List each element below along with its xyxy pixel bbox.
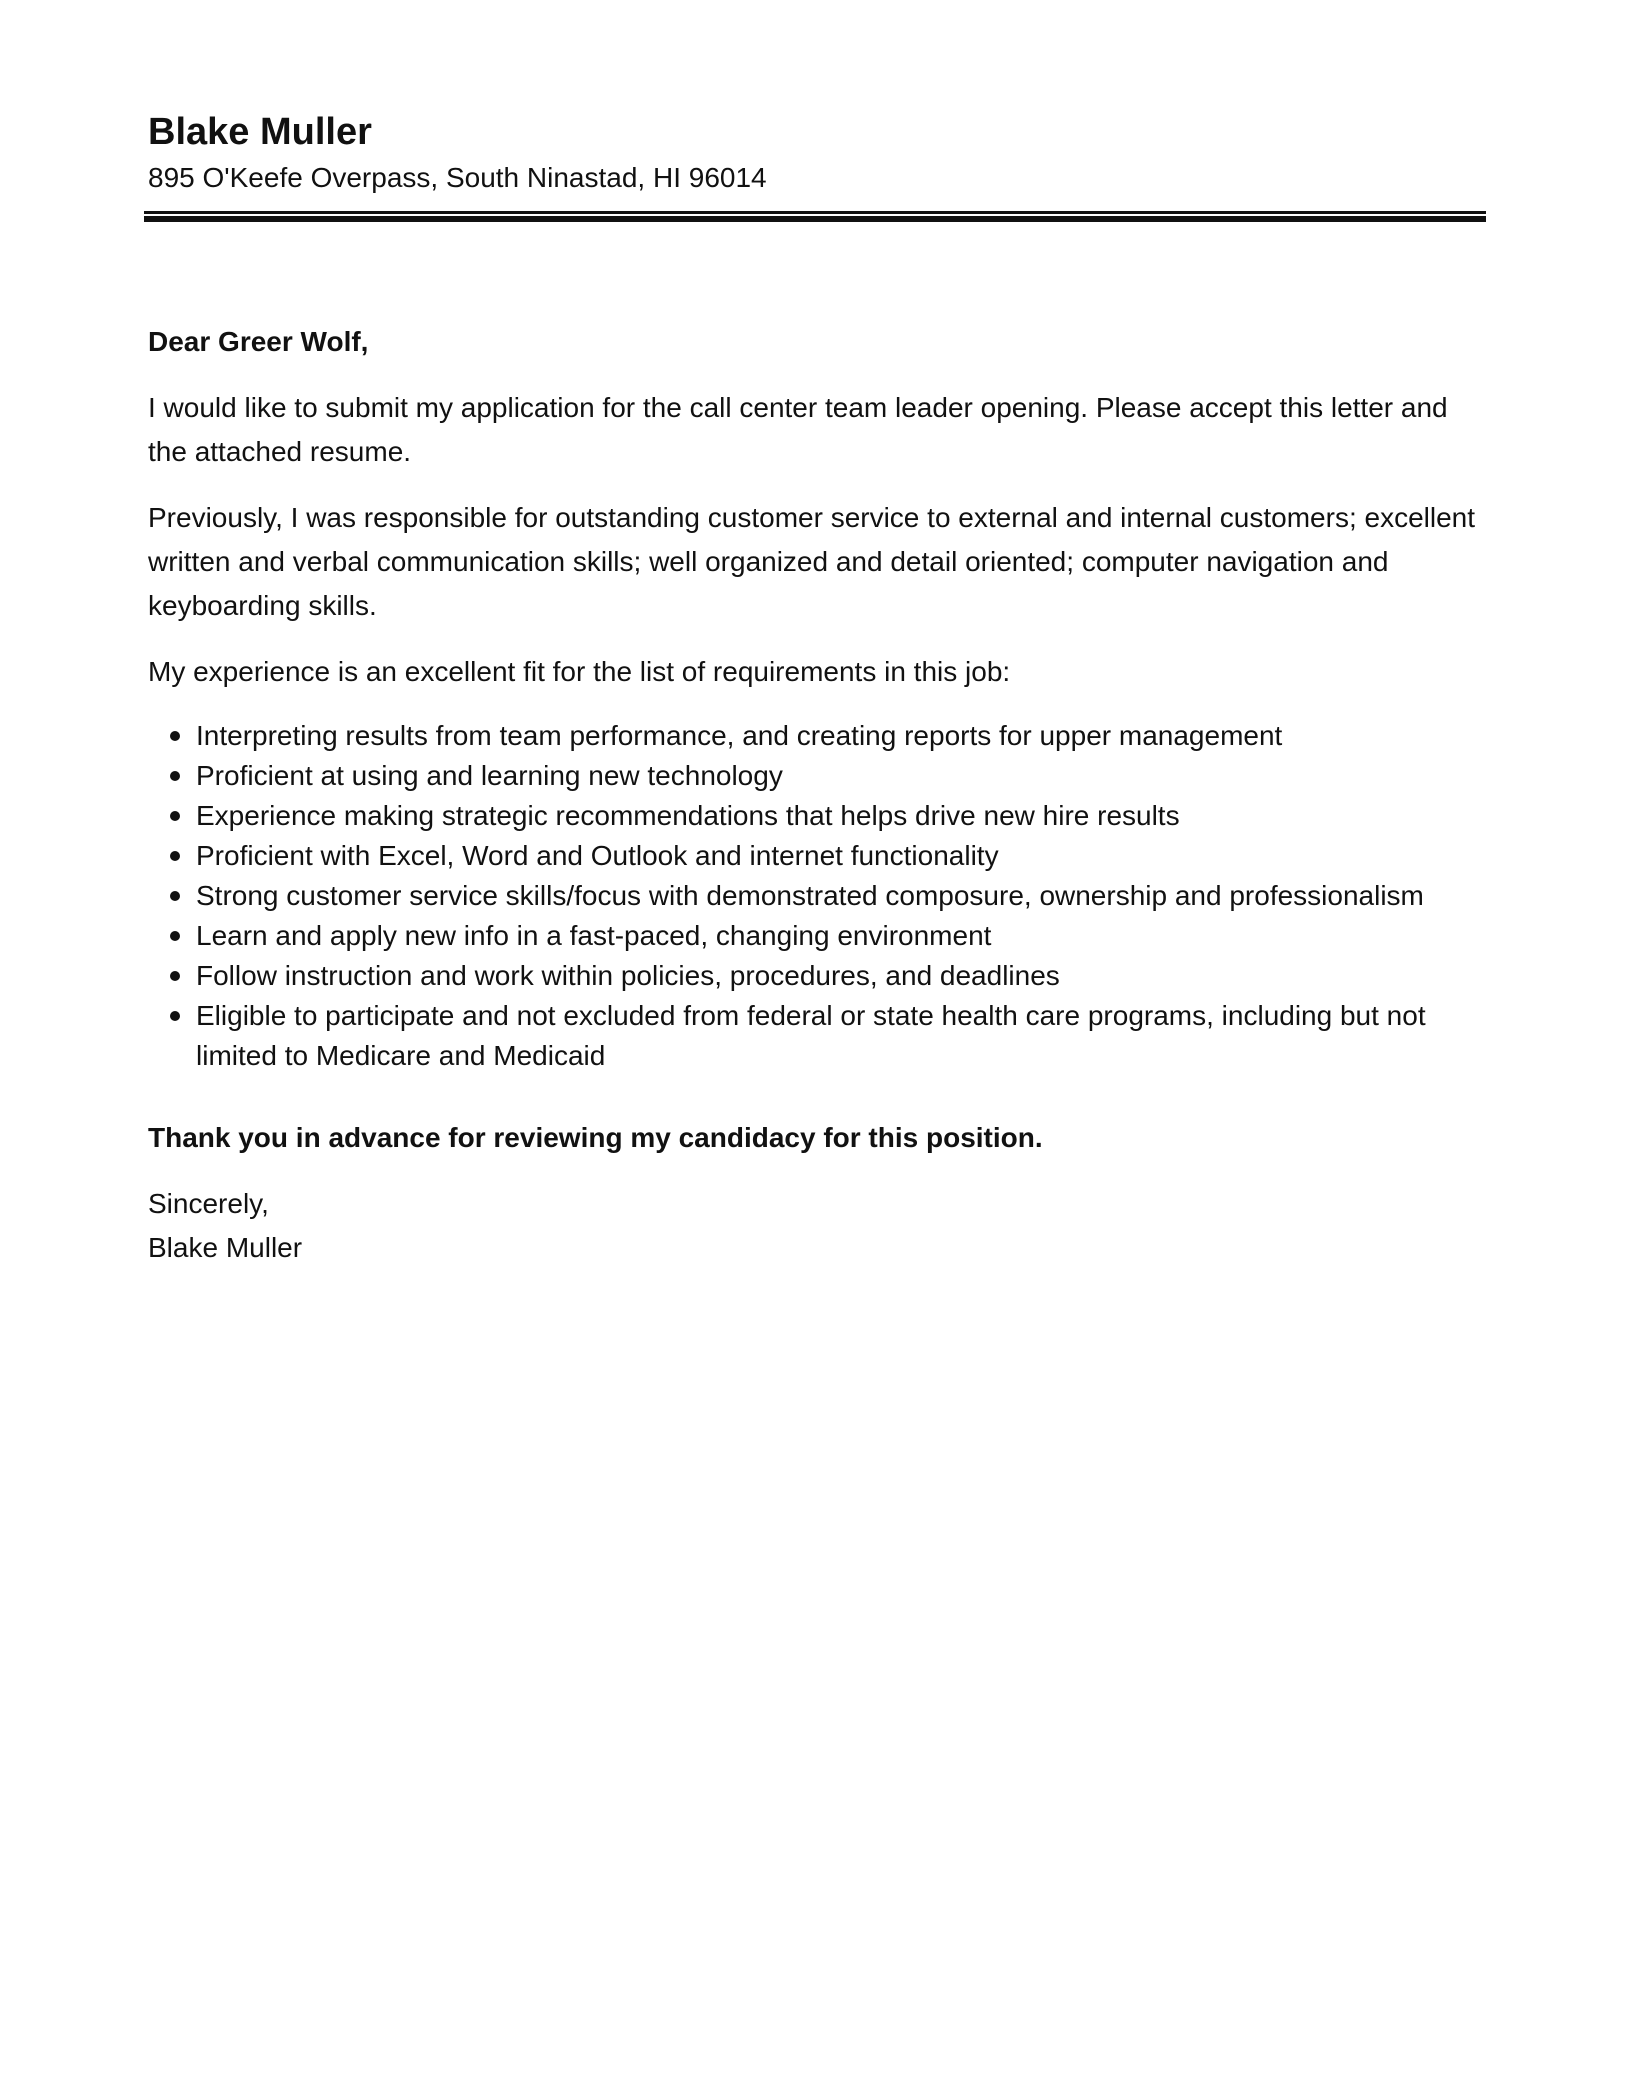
salutation: Dear Greer Wolf, [148,326,369,357]
list-item [148,836,1488,876]
list-item [148,876,1488,916]
list-item-text: Proficient at using and learning new technology [196,760,783,791]
list-item [148,796,1488,836]
bullet-icon [170,931,180,941]
bullet-icon [170,851,180,861]
list-item-text: Strong customer service skills/focus with demonstrated composure, ownership and professionalism [196,880,1424,911]
list-item-text: Learn and apply new info in a fast-paced, changing environment [196,920,992,951]
divider-thin-line [144,211,1486,214]
requirements-list [148,716,1488,1076]
list-item-text: Interpreting results from team performance, and creating reports for upper management [196,720,1283,751]
list-item [148,956,1488,996]
bullet-icon [170,1011,180,1021]
bullet-icon [170,771,180,781]
letter-header [148,106,1488,198]
sender-name: Blake Muller [148,111,372,153]
letter-body [148,320,1488,1270]
experience-paragraph: Previously, I was responsible for outstanding customer service to external and internal customers; excellent written and verbal communication skills; well organized and detail oriented; computer navigation and keyboarding skills. [148,502,1476,621]
signature-name: Blake Muller [148,1232,303,1263]
requirements-intro: My experience is an excellent fit for the list of requirements in this job: [148,656,1011,687]
closing-statement: Thank you in advance for reviewing my candidacy for this position. [148,1122,1043,1153]
list-item-text: Eligible to participate and not excluded from federal or state health care programs, including but not limited to Medicare and Medicaid [196,1000,1426,1071]
sender-address: 895 O'Keefe Overpass, South Ninastad, HI 96014 [148,162,767,193]
header-divider [144,211,1486,222]
list-item [148,756,1488,796]
signoff: Sincerely, [148,1188,269,1219]
bullet-icon [170,731,180,741]
list-item [148,916,1488,956]
bullet-icon [170,891,180,901]
intro-paragraph: I would like to submit my application for the call center team leader opening. Please accept this letter and the attached resume. [148,392,1448,467]
list-item-text: Experience making strategic recommendations that helps drive new hire results [196,800,1180,831]
list-item-text: Proficient with Excel, Word and Outlook and internet functionality [196,840,999,871]
list-item-text: Follow instruction and work within policies, procedures, and deadlines [196,960,1060,991]
list-item [148,996,1488,1076]
list-item [148,716,1488,756]
bullet-icon [170,811,180,821]
divider-thick-line [144,216,1486,222]
bullet-icon [170,971,180,981]
